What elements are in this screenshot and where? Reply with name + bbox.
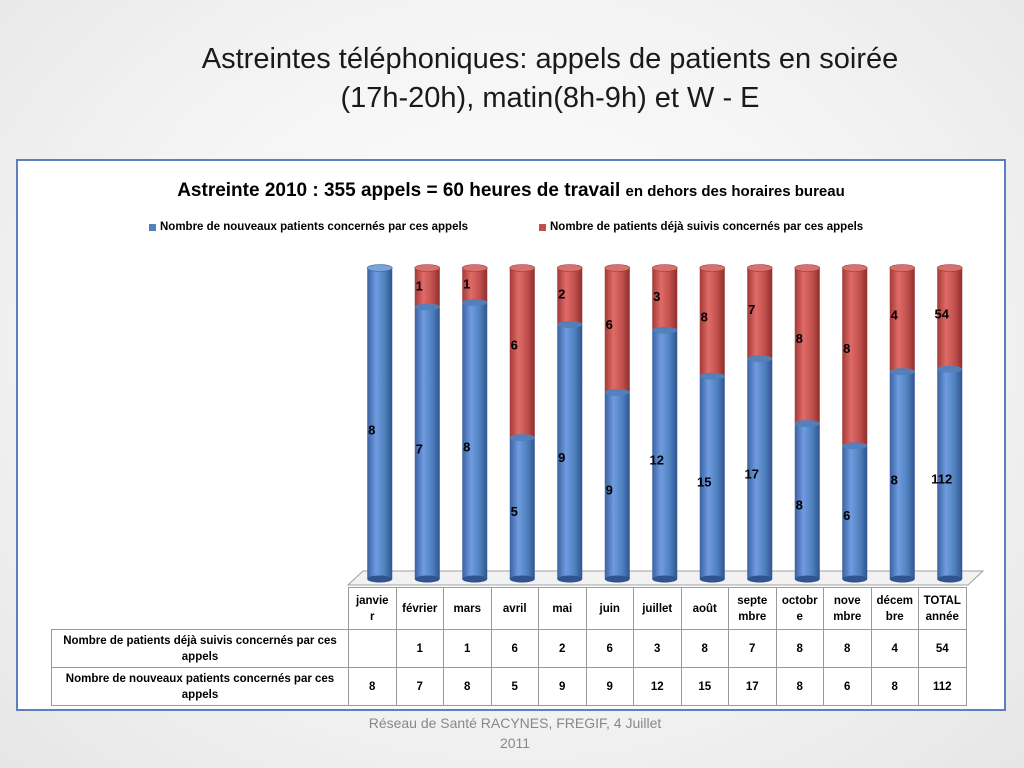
- bar-segment-join: [652, 327, 677, 334]
- table-header-cell: août: [681, 588, 729, 630]
- bar-base: [747, 576, 772, 583]
- bar-base: [415, 576, 440, 583]
- slide-footer: [350, 713, 680, 753]
- data-label-followed-patients: 2: [558, 286, 566, 302]
- bar-segment-join: [415, 303, 440, 310]
- chart-frame: [16, 159, 1006, 711]
- bar-base: [795, 576, 820, 583]
- data-label-followed-patients: 8: [700, 309, 708, 325]
- bar-top: [795, 265, 820, 272]
- table-cell: 8: [681, 630, 729, 668]
- bar-top: [415, 265, 440, 272]
- data-label-followed-patients: 3: [653, 288, 661, 304]
- table-header-cell: février: [396, 588, 444, 630]
- table-header-cell: janvie r: [349, 588, 397, 630]
- bar-base: [367, 576, 392, 583]
- data-label-new-patients: 17: [744, 466, 759, 482]
- bar-segment-join: [462, 299, 487, 306]
- table-corner: [52, 588, 349, 630]
- data-label-new-patients: 112: [931, 471, 953, 487]
- table-cell: 4: [871, 630, 919, 668]
- table-row: [52, 668, 967, 706]
- bar-top: [700, 265, 725, 272]
- table-header-row: [52, 588, 967, 630]
- table-cell: 7: [729, 630, 777, 668]
- data-label-followed-patients: 1: [463, 276, 471, 292]
- bar-base: [652, 576, 677, 583]
- data-label-followed-patients: 54: [934, 306, 949, 322]
- table-cell: 12: [634, 668, 682, 706]
- chart-title-suffix: en dehors des horaires bureau: [625, 183, 845, 200]
- bar-base: [890, 576, 915, 583]
- data-label-followed-patients: 1: [415, 278, 423, 294]
- footer-line1: Réseau de Santé RACYNES, FREGIF, 4 Juillet: [368, 715, 662, 731]
- table-cell: 6: [491, 630, 539, 668]
- table-cell: 9: [539, 668, 587, 706]
- data-label-new-patients: 8: [795, 497, 803, 513]
- bar-top: [557, 265, 582, 272]
- bar-top: [510, 265, 535, 272]
- table-cell: 9: [586, 668, 634, 706]
- bar-segment-join: [937, 366, 962, 373]
- table-header-cell: nove mbre: [824, 588, 872, 630]
- bar-top: [747, 265, 772, 272]
- bar-followed-patients: [510, 268, 535, 438]
- footer-line2: 2011: [499, 735, 531, 751]
- data-label-new-patients: 8: [890, 472, 898, 488]
- bar-segment-join: [700, 373, 725, 380]
- table-header-cell: mai: [539, 588, 587, 630]
- bar-base: [700, 576, 725, 583]
- chart-title-main: Astreinte 2010 : 355 appels = 60 heures de travail: [177, 180, 621, 201]
- bar-base: [937, 576, 962, 583]
- table-row: [52, 630, 967, 668]
- table-header-cell: avril: [491, 588, 539, 630]
- bar-followed-patients: [842, 268, 867, 446]
- table-cell: 1: [444, 630, 492, 668]
- table-cell: [349, 630, 397, 668]
- data-table: [51, 587, 967, 706]
- data-label-followed-patients: 6: [605, 316, 613, 332]
- bar-top: [652, 265, 677, 272]
- table-cell: 1: [396, 630, 444, 668]
- bar-segment-join: [557, 321, 582, 328]
- table-cell: 8: [871, 668, 919, 706]
- table-cell: 17: [729, 668, 777, 706]
- bar-base: [462, 576, 487, 583]
- table-cell: 8: [444, 668, 492, 706]
- table-row-label: Nombre de nouveaux patients concernés par ces appels: [52, 668, 349, 706]
- data-label-new-patients: 9: [605, 482, 613, 498]
- table-cell: 54: [919, 630, 967, 668]
- bar-base: [510, 576, 535, 583]
- table-cell: 8: [776, 668, 824, 706]
- table-cell: 5: [491, 668, 539, 706]
- legend-label: Nombre de patients déjà suivis concernés par ces appels: [550, 221, 864, 233]
- table-cell: 2: [539, 630, 587, 668]
- bar-segment-join: [747, 355, 772, 362]
- table-cell: 112: [919, 668, 967, 706]
- table-cell: 6: [586, 630, 634, 668]
- bar-base: [557, 576, 582, 583]
- bar-top: [890, 265, 915, 272]
- data-label-new-patients: 9: [558, 449, 566, 465]
- data-label-new-patients: 6: [843, 508, 851, 524]
- table-header-cell: juin: [586, 588, 634, 630]
- slide-title-line1: Astreintes téléphoniques: appels de patients en soirée: [201, 43, 899, 75]
- data-label-new-patients: 5: [510, 504, 518, 520]
- table-header-cell: mars: [444, 588, 492, 630]
- bar-segment-join: [795, 420, 820, 427]
- table-cell: 8: [824, 630, 872, 668]
- slide-title-line2: (17h-20h), matin(8h-9h) et W - E: [340, 82, 760, 114]
- table-cell: 8: [776, 630, 824, 668]
- data-label-followed-patients: 8: [843, 340, 851, 356]
- bar-segment-join: [842, 442, 867, 449]
- bar-base: [605, 576, 630, 583]
- table-header-cell: TOTAL année: [919, 588, 967, 630]
- bar-top: [605, 265, 630, 272]
- bar-top: [937, 265, 962, 272]
- table-header-cell: juillet: [634, 588, 682, 630]
- table-header-cell: décem bre: [871, 588, 919, 630]
- data-label-followed-patients: 6: [510, 337, 518, 353]
- table-header-cell: septe mbre: [729, 588, 777, 630]
- data-label-new-patients: 8: [463, 439, 471, 455]
- data-label-followed-patients: 7: [748, 301, 756, 317]
- chart-bars: [367, 265, 962, 583]
- table-header-cell: octobr e: [776, 588, 824, 630]
- data-label-new-patients: 8: [368, 422, 376, 438]
- bar-segment-join: [605, 389, 630, 396]
- table-cell: 7: [396, 668, 444, 706]
- data-label-followed-patients: 8: [795, 330, 803, 346]
- table-cell: 3: [634, 630, 682, 668]
- bar-top: [367, 265, 392, 272]
- bar-segment-join: [890, 368, 915, 375]
- bar-segment-join: [510, 434, 535, 441]
- table-cell: 15: [681, 668, 729, 706]
- data-label-new-patients: 7: [415, 441, 423, 457]
- legend-label: Nombre de nouveaux patients concernés par ces appels: [160, 221, 469, 233]
- bar-top: [842, 265, 867, 272]
- table-cell: 8: [349, 668, 397, 706]
- bar-base: [842, 576, 867, 583]
- table-row-label: Nombre de patients déjà suivis concernés par ces appels: [52, 630, 349, 668]
- data-label-new-patients: 15: [697, 474, 712, 490]
- table-cell: 6: [824, 668, 872, 706]
- bar-top: [462, 265, 487, 272]
- slide-title: [110, 40, 990, 118]
- data-label-followed-patients: 4: [890, 307, 898, 323]
- data-label-new-patients: 12: [649, 452, 664, 468]
